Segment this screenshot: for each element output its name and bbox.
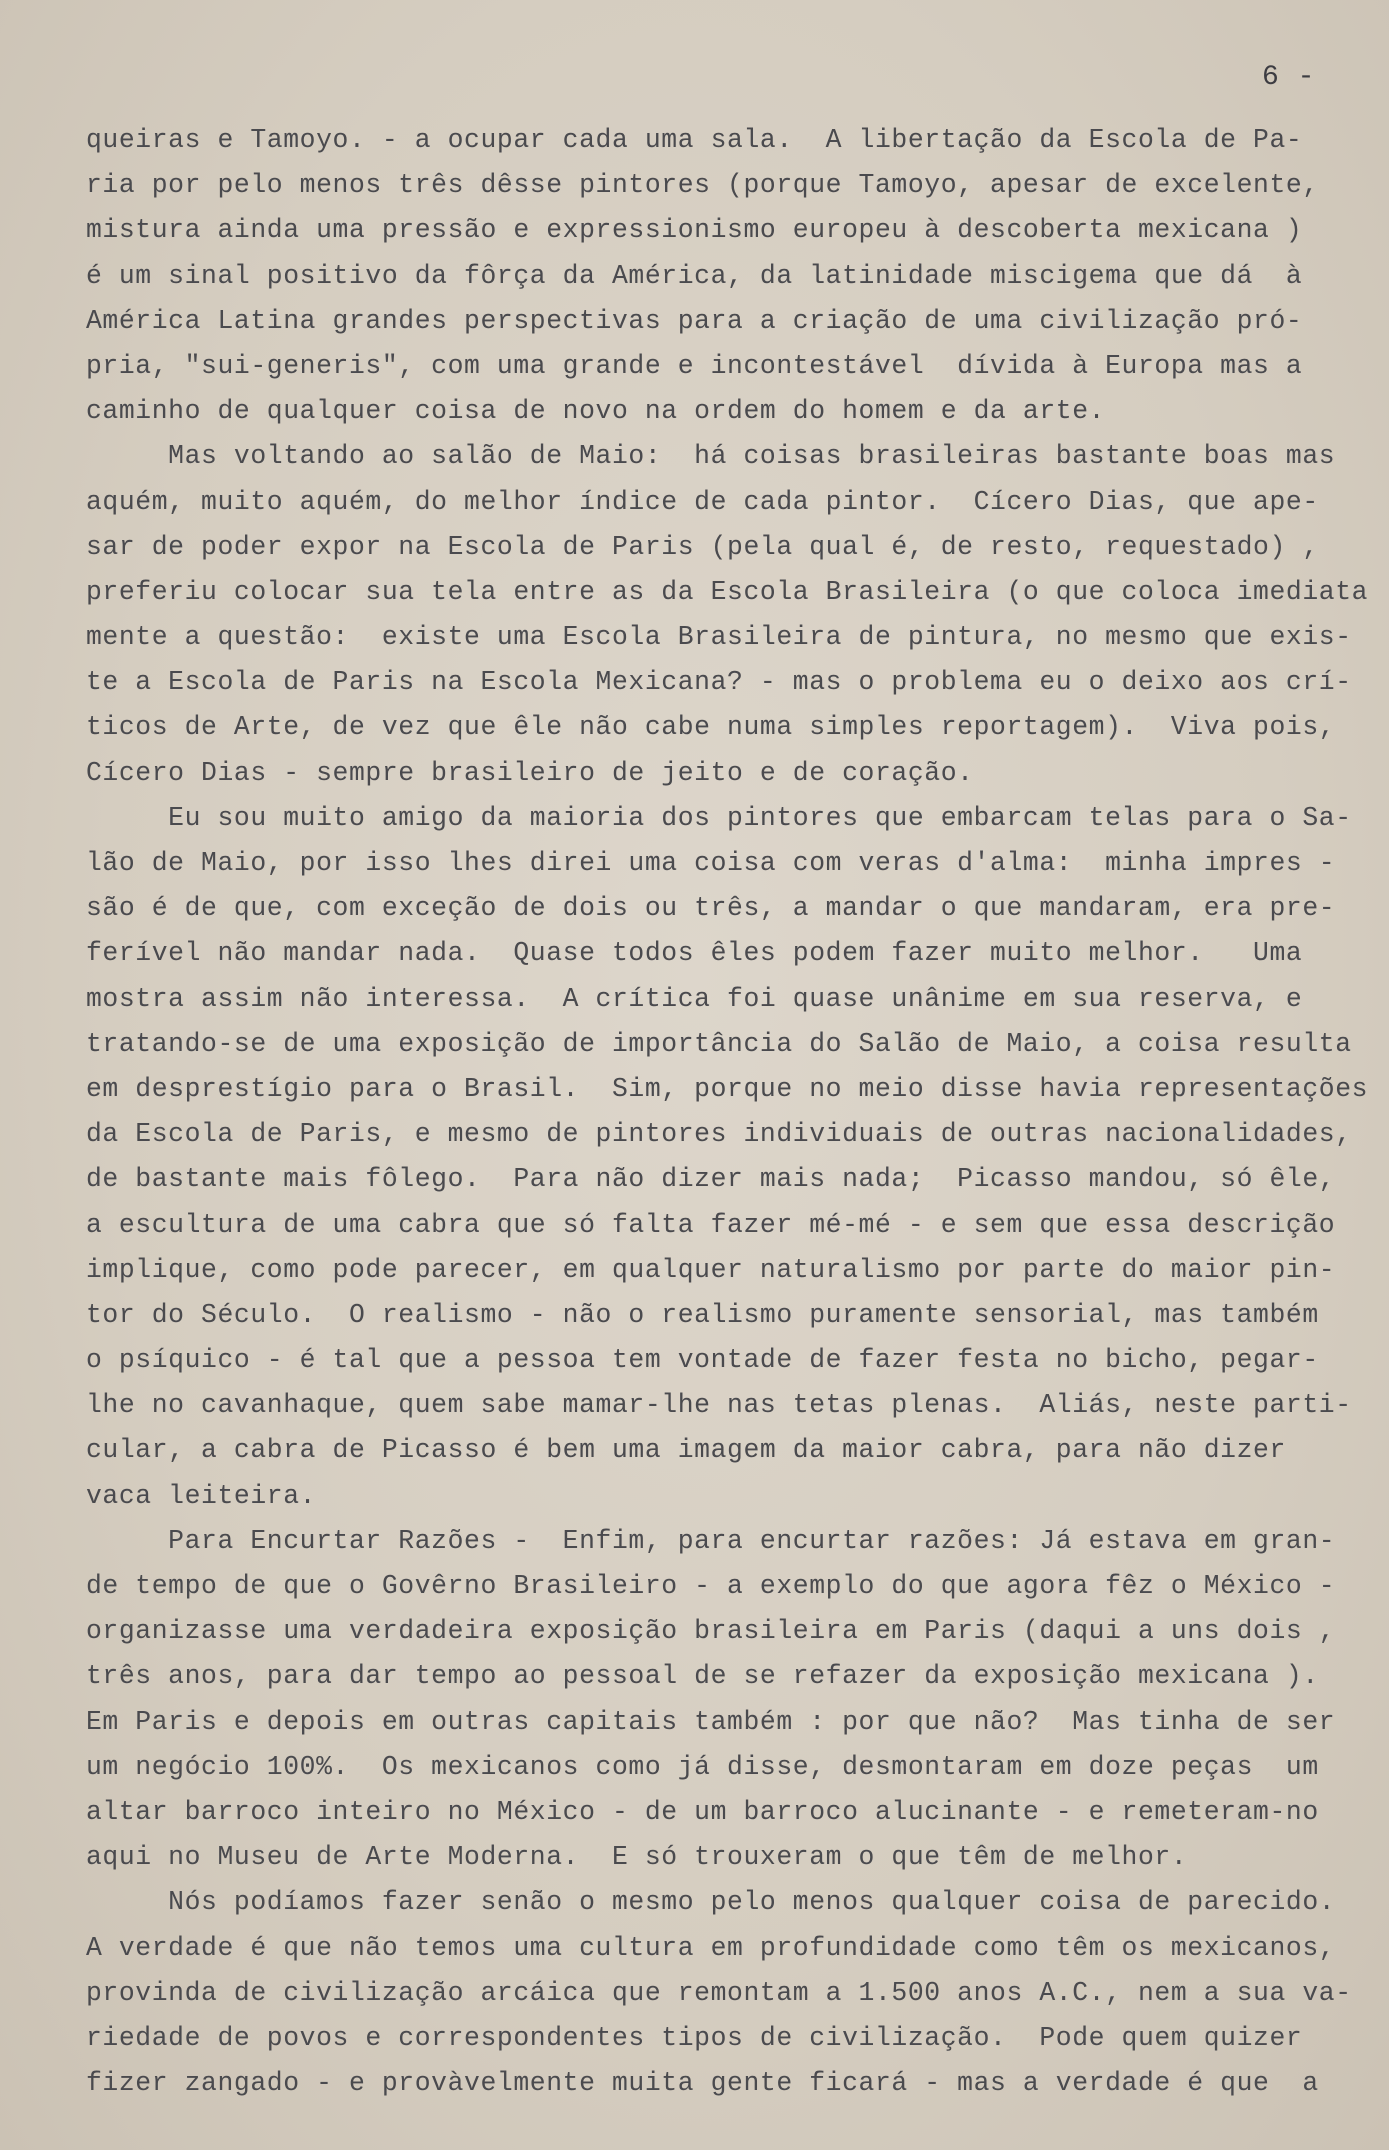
text-line: aquém, muito aquém, do melhor índice de cada pintor. Cícero Dias, que ape- bbox=[86, 486, 1319, 517]
text-line: Cícero Dias - sempre brasileiro de jeito e de coração. bbox=[86, 757, 974, 788]
text-line: Mas voltando ao salão de Maio: há coisas brasileiras bastante boas mas bbox=[86, 441, 1336, 472]
text-line: preferiu colocar sua tela entre as da Escola Brasileira (o que coloca imediata bbox=[86, 576, 1369, 607]
text-line: caminho de qualquer coisa de novo na ordem do homem e da arte. bbox=[86, 396, 1106, 427]
text-line: são é de que, com exceção de dois ou três, a mandar o que mandaram, era pre- bbox=[86, 893, 1336, 924]
text-line: ticos de Arte, de vez que êle não cabe numa simples reportagem). Viva pois, bbox=[86, 712, 1336, 743]
text-line: organizasse uma verdadeira exposição brasileira em Paris (daqui a uns dois , bbox=[86, 1616, 1336, 1647]
body-text bbox=[86, 118, 1376, 2106]
text-line: mistura ainda uma pressão e expressionismo europeu à descoberta mexicana ) bbox=[86, 215, 1303, 246]
text-line: mostra assim não interessa. A crítica foi quase unânime em sua reserva, e bbox=[86, 983, 1303, 1014]
text-line: em desprestígio para o Brasil. Sim, porque no meio disse havia representações bbox=[86, 1073, 1369, 1104]
text-line: Para Encurtar Razões - Enfim, para encurtar razões: Já estava em gran- bbox=[86, 1525, 1336, 1556]
text-line: riedade de povos e correspondentes tipos de civilização. Pode quem quizer bbox=[86, 2022, 1303, 2053]
text-line: Eu sou muito amigo da maioria dos pintores que embarcam telas para o Sa- bbox=[86, 802, 1352, 833]
text-line: a escultura de uma cabra que só falta fazer mé-mé - e sem que essa descrição bbox=[86, 1209, 1336, 1240]
text-line: vaca leiteira. bbox=[86, 1480, 317, 1511]
text-line: lão de Maio, por isso lhes direi uma coisa com veras d'alma: minha impres - bbox=[86, 848, 1336, 878]
text-line: aqui no Museu de Arte Moderna. E só trouxeram o que têm de melhor. bbox=[86, 1842, 1188, 1873]
text-line: Nós podíamos fazer senão o mesmo pelo menos qualquer coisa de parecido. bbox=[86, 1887, 1336, 1918]
text-line: três anos, para dar tempo ao pessoal de se refazer da exposição mexicana ). bbox=[86, 1661, 1319, 1692]
text-line: de tempo de que o Govêrno Brasileiro - a exemplo do que agora fêz o México - bbox=[86, 1571, 1336, 1601]
text-line: altar barroco inteiro no México - de um barroco alucinante - e remeteram-no bbox=[86, 1796, 1319, 1827]
text-line: mente a questão: existe uma Escola Brasileira de pintura, no mesmo que exis- bbox=[86, 622, 1352, 653]
text-line: ria por pelo menos três dêsse pintores (porque Tamoyo, apesar de excelente, bbox=[86, 170, 1319, 201]
text-line: fizer zangado - e provàvelmente muita gente ficará - mas a verdade é que a bbox=[86, 2068, 1319, 2099]
text-line: um negócio 100%. Os mexicanos como já disse, desmontaram em doze peças um bbox=[86, 1751, 1319, 1782]
text-line: lhe no cavanhaque, quem sabe mamar-lhe nas tetas plenas. Aliás, neste parti- bbox=[86, 1390, 1352, 1421]
text-line: A verdade é que não temos uma cultura em profundidade como têm os mexicanos, bbox=[86, 1932, 1336, 1963]
text-line: cular, a cabra de Picasso é bem uma imagem da maior cabra, para não dizer bbox=[86, 1435, 1286, 1466]
text-line: da Escola de Paris, e mesmo de pintores individuais de outras nacionalidades, bbox=[86, 1119, 1352, 1150]
text-line: de bastante mais fôlego. Para não dizer mais nada; Picasso mandou, só êle, bbox=[86, 1164, 1336, 1195]
text-line: o psíquico - é tal que a pessoa tem vontade de fazer festa no bicho, pegar- bbox=[86, 1345, 1319, 1376]
text-line: implique, como pode parecer, em qualquer naturalismo por parte do maior pin- bbox=[86, 1254, 1336, 1285]
text-line: é um sinal positivo da fôrça da América, da latinidade miscigema que dá à bbox=[86, 260, 1303, 291]
text-line: queiras e Tamoyo. - a ocupar cada uma sala. A libertação da Escola de Pa- bbox=[86, 125, 1303, 155]
text-line: ferível não mandar nada. Quase todos êles podem fazer muito melhor. Uma bbox=[86, 938, 1303, 969]
text-line: Em Paris e depois em outras capitais também : por que não? Mas tinha de ser bbox=[86, 1706, 1336, 1737]
text-line: América Latina grandes perspectivas para a criação de uma civilização pró- bbox=[86, 305, 1303, 336]
text-line: provinda de civilização arcáica que remontam a 1.500 anos A.C., nem a sua va- bbox=[86, 1977, 1352, 2008]
page-number: 6 - bbox=[1262, 62, 1316, 93]
text-line: pria, "sui-generis", com uma grande e incontestável dívida à Europa mas a bbox=[86, 350, 1303, 381]
text-line: tor do Século. O realismo - não o realismo puramente sensorial, mas também bbox=[86, 1299, 1319, 1330]
text-line: te a Escola de Paris na Escola Mexicana? - mas o problema eu o deixo aos crí- bbox=[86, 667, 1352, 698]
text-line: sar de poder expor na Escola de Paris (pela qual é, de resto, requestado) , bbox=[86, 531, 1319, 562]
text-line: tratando-se de uma exposição de importância do Salão de Maio, a coisa resulta bbox=[86, 1028, 1352, 1059]
